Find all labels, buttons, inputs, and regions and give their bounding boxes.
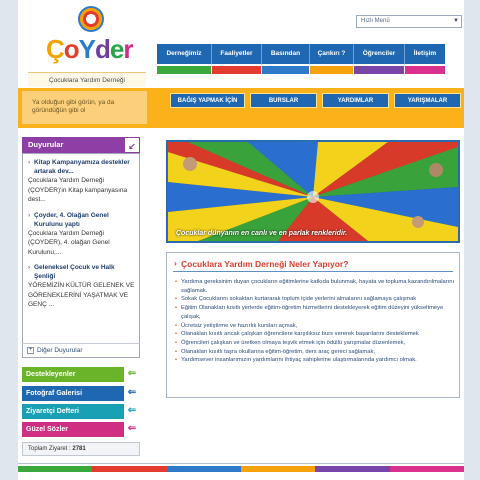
- list-item: • Sokak Çocuklarını sokaktan kurtararak toplum içide yerlerini almalarını sağlamaya çalışmak: [175, 295, 457, 304]
- plus-icon: +: [28, 347, 33, 353]
- list-item: • Yardımsever insanlarımızın yardımlarını ihtiyaç sahiplerine ulaştırmalarında yardımcı olmak.: [175, 356, 457, 365]
- other-announcements-label: Diğer Duyurular: [37, 347, 83, 355]
- footer-color-pink: [390, 466, 464, 472]
- parachute-illustration: [168, 142, 458, 241]
- quotes-label: Güzel Sözler: [26, 426, 69, 433]
- about-list: [175, 278, 457, 365]
- logo-wordmark: ÇoYder: [46, 34, 133, 64]
- announcement-body: Çocuklara Yardım Derneği (ÇOYDER), 4. olağan Genel Kurulunu,...: [28, 229, 110, 256]
- footer-color-green: [18, 466, 92, 472]
- list-item: • Olanakları kısıtlı taşra okullarına eğitim-öğretim, ders araç gereci sağlamak,: [175, 348, 457, 357]
- tagline: Çocuklara Yardım Derneği: [28, 72, 146, 87]
- list-item[interactable]: [28, 263, 135, 310]
- quick-menu-select[interactable]: [356, 15, 462, 28]
- main-nav: [157, 44, 445, 64]
- announcement-title[interactable]: › Kitap Kampanyamıza destekler artarak dev...: [28, 158, 135, 176]
- arrow-left-icon: ⇐: [124, 404, 140, 419]
- announcements-title: Duyurular: [28, 140, 64, 149]
- banner-quote-line2: göründüğün gibi ol: [32, 107, 86, 114]
- announcements-list: [22, 153, 140, 358]
- announcements-header: [22, 137, 140, 153]
- visit-counter: [22, 442, 140, 456]
- quick-menu-label: Hızlı Menü: [361, 18, 390, 24]
- arrow-left-icon: ⇐: [124, 367, 140, 382]
- nav-item-iletisim[interactable]: İletişim: [405, 44, 445, 64]
- list-item[interactable]: [28, 211, 135, 258]
- page: [18, 0, 464, 480]
- footer-color-purple: [315, 466, 389, 472]
- other-announcements-link[interactable]: [22, 343, 140, 358]
- nav-color-red: [212, 66, 261, 74]
- announcement-title[interactable]: › Çoyder, 4. Olağan Genel Kurulunu yaptı: [28, 211, 135, 229]
- footer-color-orange: [241, 466, 315, 472]
- donate-button[interactable]: BAĞIŞ YAPMAK İÇİN: [170, 93, 245, 108]
- nav-item-faaliyetler[interactable]: Faaliyetler: [212, 44, 262, 64]
- supporters-button[interactable]: [22, 367, 140, 382]
- about-title: › Çocuklara Yardım Derneği Neler Yapıyor?: [181, 259, 348, 269]
- announcement-body: Çocuklara Yardım Derneği (ÇOYDER)'in Kitap kampanyasına dest...: [28, 177, 128, 203]
- coyder-logo[interactable]: [46, 4, 146, 70]
- arrow-down-left-icon[interactable]: ↙: [124, 137, 140, 153]
- banner-quote-line1: Ya olduğun gibi görün, ya da: [32, 99, 115, 106]
- supporters-label: Destekleyenler: [26, 371, 76, 378]
- divider: [173, 271, 453, 272]
- footer-color-red: [92, 466, 166, 472]
- aids-button[interactable]: YARDIMLAR: [322, 93, 389, 108]
- nav-color-blue: [262, 66, 309, 74]
- nav-color-pink: [405, 66, 445, 74]
- announcement-title[interactable]: › Geleneksel Çocuk ve Halk Şenliği: [28, 263, 135, 281]
- guestbook-label: Ziyaretçi Defteri: [26, 408, 79, 415]
- nav-color-orange: [310, 66, 353, 74]
- scholarships-button[interactable]: BURSLAR: [250, 93, 317, 108]
- nav-color-purple: [354, 66, 404, 74]
- list-item[interactable]: [28, 158, 135, 205]
- arrow-left-icon: ⇐: [124, 386, 140, 401]
- nav-item-ogrenciler[interactable]: Öğrenciler: [354, 44, 405, 64]
- footer-color-blue: [167, 466, 241, 472]
- visit-counter-value: 2781: [72, 446, 86, 452]
- arrow-left-icon: ⇐: [124, 422, 140, 437]
- photo-gallery-label: Fotoğraf Galerisi: [26, 390, 83, 397]
- contests-button[interactable]: YARIŞMALAR: [394, 93, 461, 108]
- list-item: • Ücretsiz yetiştirme ve hazırlık kursları açmak,: [175, 322, 457, 331]
- nav-color-strip: [157, 66, 446, 74]
- nav-item-basindan[interactable]: Basından: [262, 44, 310, 64]
- footer-divider: [18, 463, 464, 464]
- sun-logo-icon: [78, 6, 104, 32]
- list-item: • Eğitim Olanakları kısıtlı yerlerde eğitim-öğretim hizmetlerini destekleyerek eğitim düzeyini yükseltmeye çalışak,: [175, 304, 457, 321]
- hero-caption: Çocuklar dünyanın en canlı ve en parlak renkleridir.: [176, 230, 348, 237]
- banner-buttons: [170, 93, 466, 108]
- nav-item-dernegimiz[interactable]: Derneğimiz: [157, 44, 212, 64]
- announcement-body: YÖREMİZİN KÜLTÜR GELENEK VE GÖRENEKLERİNİ YAŞATMAK VE GENÇ ...: [28, 282, 135, 308]
- chevron-down-icon: ▼: [453, 18, 459, 24]
- list-item: • Yardıma gereksinim duyan çocukların eğitimlerine katkıda bulunmak, hayata ve topluma kazandırılmalarını sağlamak.: [175, 278, 457, 295]
- visit-counter-label: Toplam Ziyaret :: [28, 446, 71, 452]
- guestbook-button[interactable]: [22, 404, 140, 419]
- nav-item-cankiri[interactable]: Çankırı ?: [310, 44, 354, 64]
- list-item: • Öğrencileri çalışkan ve üretken olmaya teşvik etmek için ödüllü yarışmalar düzenlemek,: [175, 339, 457, 348]
- footer-color-strip: [18, 466, 464, 472]
- photo-gallery-button[interactable]: [22, 386, 140, 401]
- hero-image: [166, 140, 460, 243]
- quotes-button[interactable]: [22, 422, 140, 437]
- nav-color-green: [157, 66, 211, 74]
- banner-quote: [22, 91, 147, 124]
- list-item: • Olanakları kısıtlı ancak çalışkan öğrencilere karşılıksız burs vererek başarılarını desteklemek: [175, 330, 457, 339]
- about-panel: [166, 252, 460, 398]
